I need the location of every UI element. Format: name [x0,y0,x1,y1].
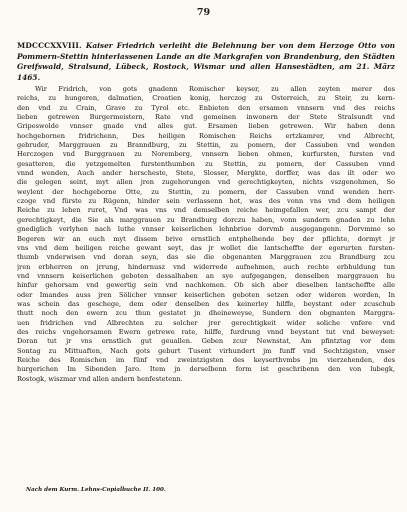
source-footnote: Nach dem Kurm. Lehns-Copialbuche II. 100. [26,487,166,493]
body-line: jren erbherren on jrrung, hindernusz vnd widerrede aufnehmen, auch rechte erbhuldung tun [17,262,395,271]
body-line: gerechtigkeyt, die Sie als marggrauen zu Brandburg dorczu haben, vonn sundern gnaden zu lehn [17,215,395,224]
body-line: gesatteren, die yetzgemelten furstenthumben zu Stettin, zu pomern, der Cassuben vnnd [17,159,395,168]
body-line: lieben getrewen Burgermeistern, Rate vnd gemeinen inwonern der Stete Stralsundt vnd [17,113,395,122]
body-line: uen fridrichen vnd Albrechten zu solcher jrer gerechtigkeit wider soliche vnfere vnd [17,318,395,327]
charter-body-text [17,85,395,384]
body-line: thutt noch den ewern zcu thun gestatet jn dheineweyse, Sundern den obgnanten Marggra- [17,309,395,318]
body-line: Gripeswolde vnnser gnade vnd alles gut. Ersamen lieben getrewen. Wir haben denn [17,122,395,131]
body-line: oder Imandes auss jren Sölicher vnnser keiserlichen geboten setzen oder wideren worden, In [17,290,395,299]
page-number: 79 [196,7,211,18]
body-line: Sontag zu Mittuaften, Nach gots geburt Tusent virhundert jm funff vnd Sechtzigsten, vnser [17,346,395,355]
body-line: vnnd wenden, Auch ander herscheste, Stete, Slosser, Mergkte, dorffer, was das ilt oder wo [17,169,395,178]
body-line: reichs, zu hungeren, dalmatien, Croatien konig, herczog zu Osterreich, zu Steir, zu kern- [17,94,395,103]
charter-number: MDCCCXXVIII. [17,41,82,50]
body-line: Doran tut jr vns ernstlich gut geuallen. Geben zcur Newnstat, Am pfintztag vor dem [17,337,395,346]
body-line: Wir Fridrich, von gots gnadenn Romischer keyser, zu allen zeyten merer des [35,85,395,93]
body-line: Begeren wir an euch myt dissem brive ernstlich entphelhende bey der pflichte, dormyt jr [17,234,395,243]
body-line: Reiche zu lehen ruret, Vnd was vns vnd demselben reiche heimgefallen wer, zcu sampt der [17,206,395,215]
charter-heading [17,41,395,83]
body-line: vnd vnnsern keiserlichen geboten dessalhaben an sye aufgegangen, denselben marggrauen hu [17,271,395,280]
body-line: gnediglich verlyhen nach luthe vnnser keiserlichen lehnbriue dorvmb ausgegangenn. Dorvmme so [17,225,395,234]
body-line: weylent der hochgeborne Otte, zu Stettin, zu pomern, der Cassuben vnnd wenden herr- [17,187,395,196]
body-line: gebruder, Marggrauen zu Branndburg, zu Stettin, zu pomern, der Cassuben vnd wenden [17,141,395,150]
body-line: czoge vnd fürste zu Rügenn, hinder sein verlassenn hot, was des vonn vns vnd dem heiligen [17,197,395,206]
body-line: Reiche des Romischen im fünf vnd zweintzigsten des keyserthvmbs jm vierzehenden, des [17,355,395,364]
body-line: Herczogen vnd Burggrauen zu Noremberg, vnnsern lieben ohmen, kurfursten, fursten vnd [17,150,395,159]
body-line: des reichs vngehorsamen Ewern getrewe rate, hilffe, furdrung vnnd beystant tut vnd beweyset: [17,327,395,336]
body-line: hurgerichen Im Sibenden Jaro. Item jn derselbenn form ist geschribenn den von lubegk, [17,365,395,374]
body-line: was schein das geschege, dem oder denselben des keinerley hilffe, beystant oder zcuschub [17,299,395,308]
body-line: hochgebornen fridrichenn, Des heiligen Romischen Reichs ertzkamrer, vnd Albrecht, [17,131,395,140]
body-line: den vnd zu Crain, Grave zu Tyrol etc. Enbieten den ersamen vnnsern vnd des reichs [17,103,395,112]
charter-summary: Kaiser Friedrich verleiht die Belehnung ber von dem Herzoge Otto von Pommern-Stettin hinterlassenen Lande an die Markgrafen von Brandenburg, den Städten Greifswald, Stralsund, Lübeck, Rostock, Wismar und allen Hansestädten, am 21. März 1465. [17,41,395,82]
body-line: Rostogk, wiszmar vnd allen andern henfestetenn. [17,374,183,383]
body-line: thumb vnderwisen vnd doran seyn, das sie die obgenanten Marggrauen zcu Brandburg zcu [17,253,395,262]
body-line: hinfur gehorsam vnd gewertig sein vnd nachkomen. Ob sich aber dieselben lantscheffte alle [17,281,395,290]
body-line: die gelegen seint, myt allen jren zugehorungen vnd gerechtigkeyten, nichts vszgenohmen, So [17,178,395,187]
body-line: vns vnd dem heiligen reiche gewant seyt, das jr wollet die lantscheffte der egerurten fursten- [17,243,395,252]
